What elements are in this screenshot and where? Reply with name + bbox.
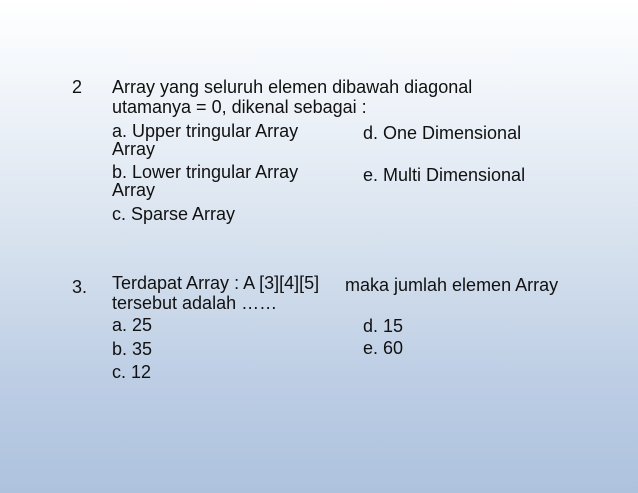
question-3-stem-part-2: maka jumlah elemen Array	[345, 275, 559, 295]
question-3-option-e: e. 60	[363, 338, 404, 358]
question-2-option-c: c. Sparse Array	[112, 204, 236, 224]
question-3-option-b: b. 35	[112, 339, 153, 359]
question-3-option-a: a. 25	[112, 315, 153, 335]
question-3-option-d: d. 15	[363, 316, 404, 336]
question-2-stem-line-2: utamanya = 0, dikenal sebagai :	[112, 97, 367, 117]
question-2-number: 2	[72, 77, 83, 97]
question-3-option-c: c. 12	[112, 362, 152, 382]
question-3-stem-part-1: Terdapat Array : A [3][4][5]	[112, 273, 320, 293]
question-2-stem-line-1: Array yang seluruh elemen dibawah diagonal	[112, 77, 473, 97]
question-3-number: 3.	[72, 277, 88, 297]
question-2-option-b-continuation: Array	[112, 180, 156, 200]
question-2-option-b: b. Lower tringular Array	[112, 162, 299, 182]
question-2-option-d: d. One Dimensional	[363, 123, 522, 143]
question-2-option-a: a. Upper tringular Array	[112, 121, 299, 141]
question-3-stem-line-2: tersebut adalah ……	[112, 293, 278, 313]
question-2-option-e: e. Multi Dimensional	[363, 165, 526, 185]
question-2-option-a-continuation: Array	[112, 139, 156, 159]
